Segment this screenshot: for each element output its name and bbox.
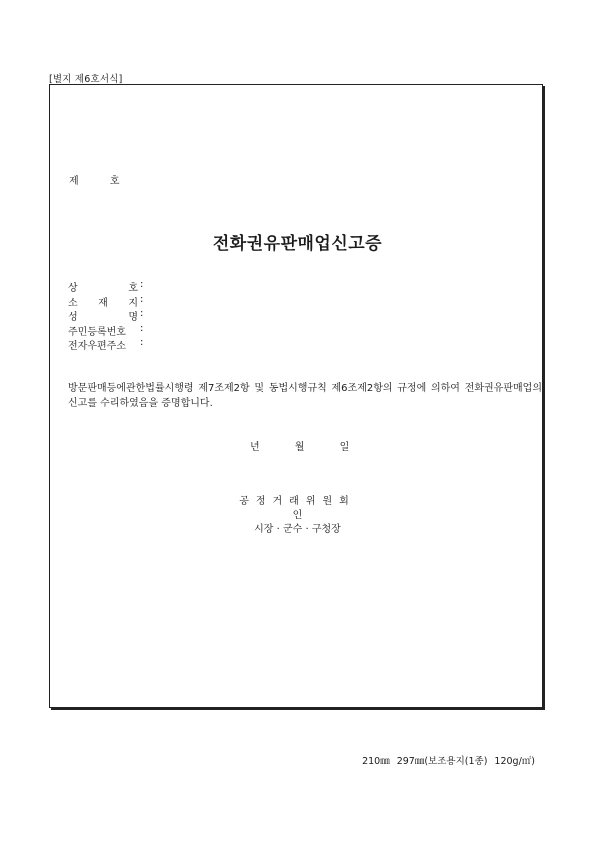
certificate-title: 전화권유판매업신고증 [212, 234, 383, 254]
field-label: 전자우편주소 [68, 341, 126, 352]
field-label: 상 호 [68, 283, 138, 294]
issuer-alternative: 시장 · 군수 · 구청장 [254, 524, 341, 535]
document-number-label: 제 호 [69, 176, 120, 187]
field-colon: : [140, 322, 144, 334]
field-colon: : [140, 279, 144, 290]
field-resident-number [68, 323, 143, 338]
paper-specification: 210㎜ 297㎜(보조용지(1종) 120g/㎡) [362, 756, 535, 767]
certification-statement: 방문판매등에관한법률시행령 제7조제2항 및 동법시행규칙 제6조제2항의 규정에 의하여 전화권유판매업의 신고를 수리하였음을 증명합니다. [68, 383, 542, 409]
field-colon: : [140, 293, 144, 305]
field-label: 주민등록번호 [68, 326, 126, 338]
seal-mark: 인 [292, 510, 303, 521]
field-address [68, 294, 143, 309]
field-trade-name [68, 279, 143, 294]
field-colon: : [140, 308, 144, 319]
form-number-label: [별지 제6호서식] [49, 74, 123, 85]
issuer-block [0, 495, 595, 537]
field-colon: : [140, 337, 144, 348]
issue-date-line: 년 월 일 [250, 442, 350, 453]
applicant-fields [68, 279, 143, 352]
issuer-organization: 공정거래위원회 [239, 496, 356, 507]
field-name [68, 308, 143, 323]
field-label: 소 재 지 [68, 297, 138, 309]
field-label: 성 명 [68, 312, 138, 323]
field-email [68, 337, 143, 352]
